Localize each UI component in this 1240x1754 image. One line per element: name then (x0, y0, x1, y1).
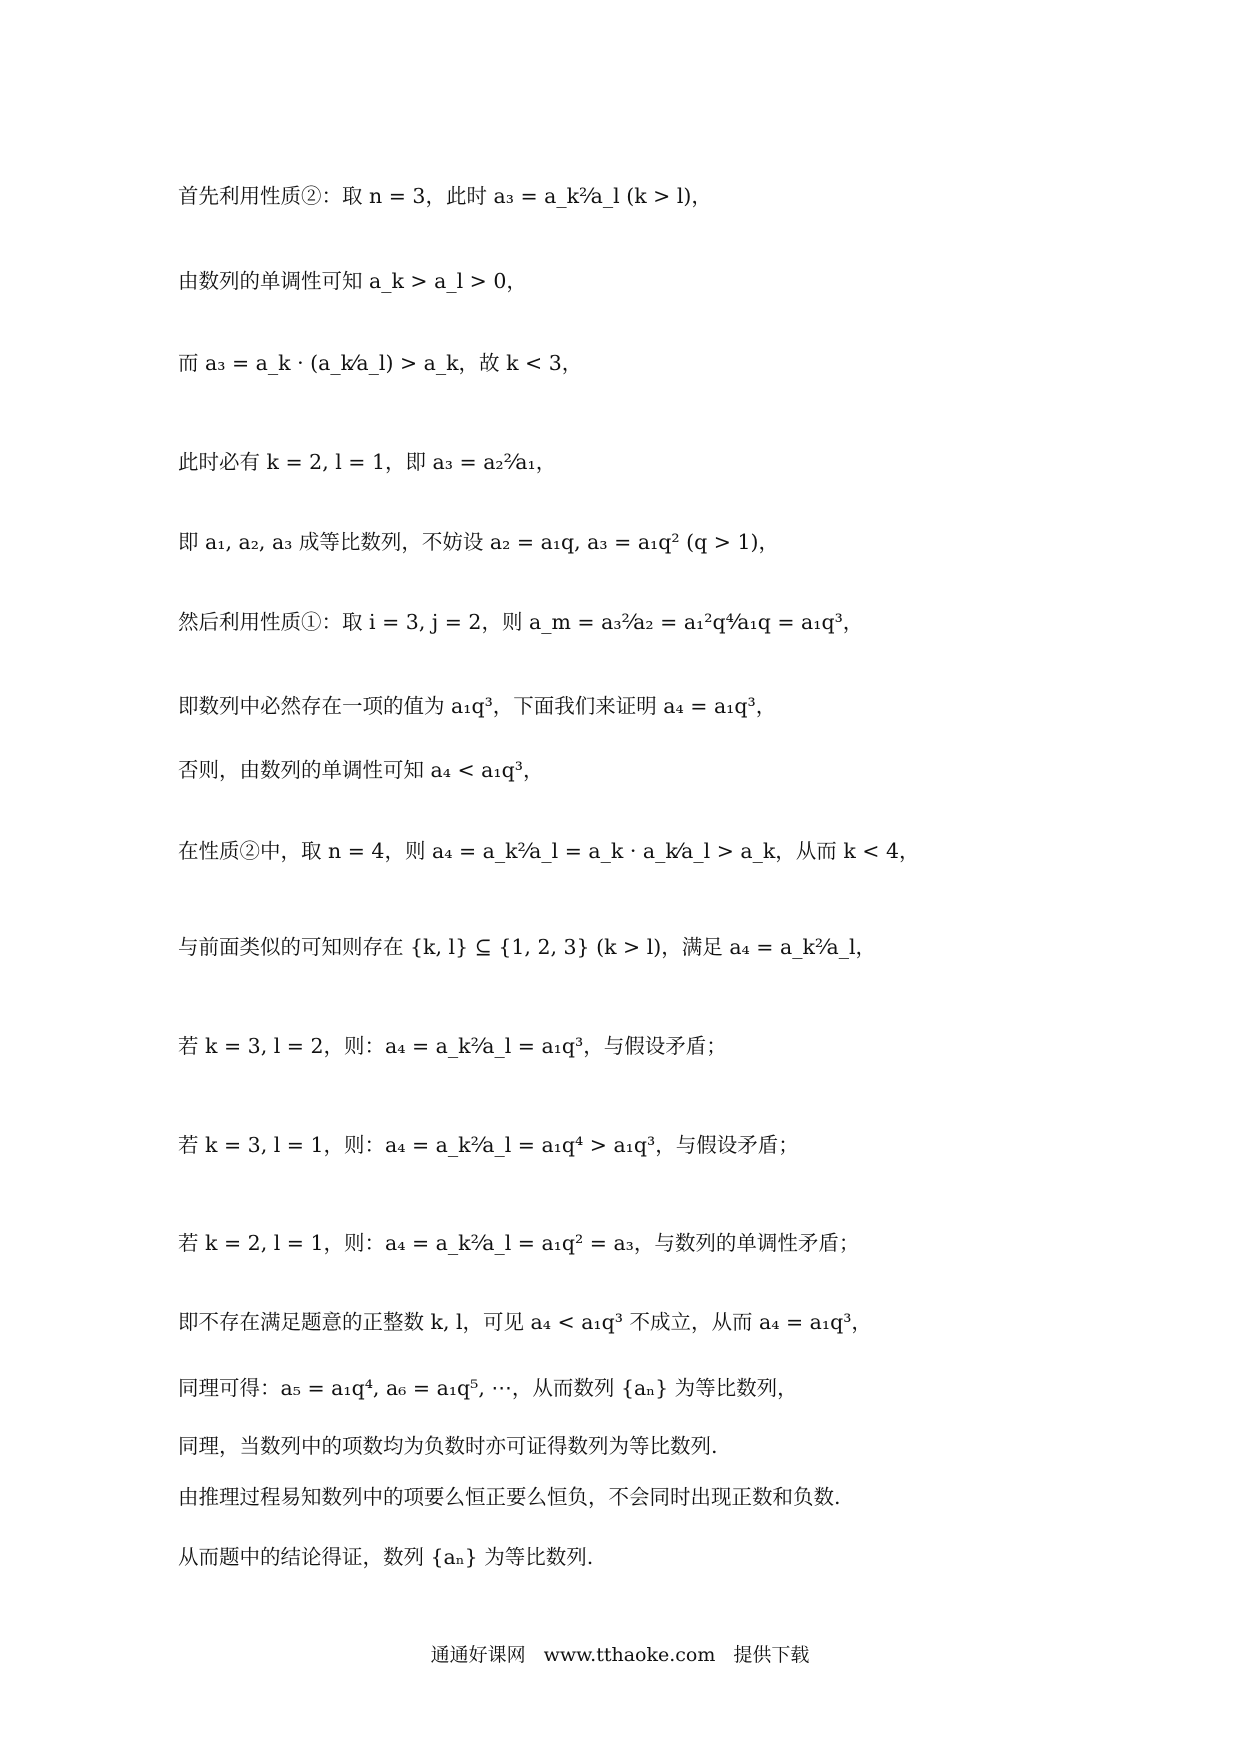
proof-line: 若 k = 3, l = 2，则：a₄ = a_k²⁄a_l = a₁q³，与假设矛盾； (178, 1034, 727, 1058)
proof-line: 然后利用性质①：取 i = 3, j = 2，则 a_m = a₃²⁄a₂ = a₁²q⁴⁄a₁q = a₁q³， (178, 610, 864, 634)
proof-line: 与前面类似的可知则存在 {k, l} ⊆ {1, 2, 3} (k > l)，满足 a₄ = a_k²⁄a_l， (178, 935, 877, 959)
proof-line: 若 k = 2, l = 1，则：a₄ = a_k²⁄a_l = a₁q² = a₃，与数列的单调性矛盾； (178, 1231, 860, 1255)
proof-line: 首先利用性质②：取 n = 3，此时 a₃ = a_k²⁄a_l (k > l)， (178, 184, 712, 208)
footer-suffix: 提供下载 (733, 1644, 810, 1666)
footer-site-name: 通通好课网 (430, 1644, 526, 1666)
proof-line: 而 a₃ = a_k · (a_k⁄a_l) > a_k，故 k < 3， (178, 351, 583, 375)
footer (0, 1640, 1240, 1667)
proof-line: 由推理过程易知数列中的项要么恒正要么恒负，不会同时出现正数和负数. (178, 1485, 841, 1509)
proof-line: 即数列中必然存在一项的值为 a₁q³，下面我们来证明 a₄ = a₁q³， (178, 694, 777, 718)
proof-line: 即不存在满足题意的正整数 k, l，可见 a₄ < a₁q³ 不成立，从而 a₄ = a₁q³， (178, 1310, 872, 1334)
proof-line: 此时必有 k = 2, l = 1，即 a₃ = a₂²⁄a₁， (178, 450, 557, 474)
proof-line: 从而题中的结论得证，数列 {aₙ} 为等比数列. (178, 1545, 594, 1569)
proof-line: 若 k = 3, l = 1，则：a₄ = a_k²⁄a_l = a₁q⁴ > a₁q³，与假设矛盾； (178, 1133, 799, 1157)
proof-line: 同理可得：a₅ = a₁q⁴, a₆ = a₁q⁵, ⋯，从而数列 {aₙ} 为等比数列， (178, 1376, 798, 1400)
footer-url: www.tthaoke.com (543, 1644, 716, 1666)
proof-line: 同理，当数列中的项数均为负数时亦可证得数列为等比数列. (178, 1434, 718, 1458)
proof-line: 在性质②中，取 n = 4，则 a₄ = a_k²⁄a_l = a_k · a_k⁄a_l > a_k，从而 k < 4， (178, 839, 920, 863)
proof-line: 由数列的单调性可知 a_k > a_l > 0， (178, 269, 527, 293)
proof-line: 即 a₁, a₂, a₃ 成等比数列，不妨设 a₂ = a₁q, a₃ = a₁q² (q > 1)， (178, 530, 779, 554)
proof-line: 否则，由数列的单调性可知 a₄ < a₁q³， (178, 758, 544, 782)
